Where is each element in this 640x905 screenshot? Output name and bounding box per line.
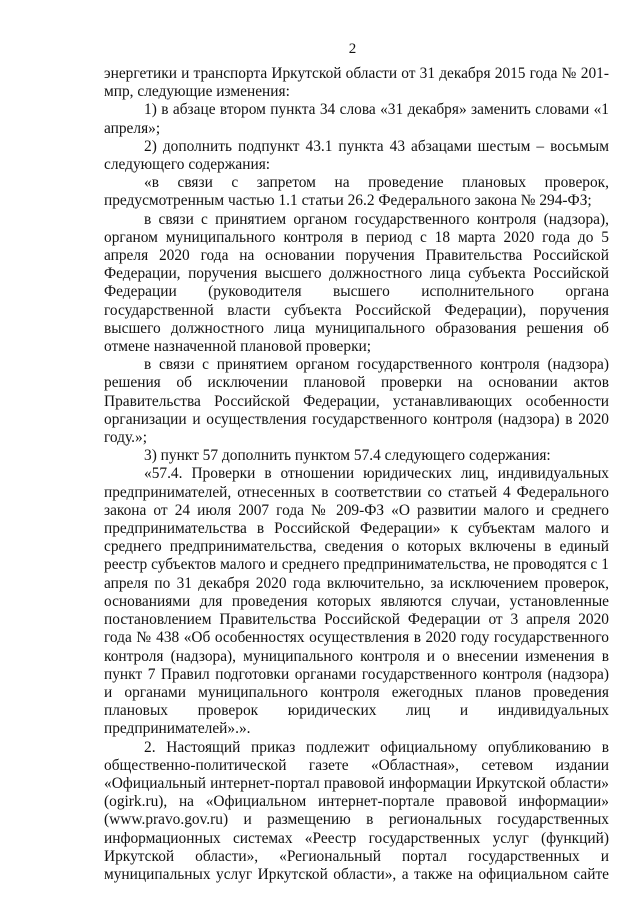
paragraph-continuation: энергетики и транспорта Иркутской области от 31 декабря 2015 года № 201-мпр, следующие изменения: (104, 65, 609, 101)
paragraph-quote-3: в связи с принятием органом государственного контроля (надзора) решения об исключении плановой проверки на основании актов Правительства Российской Федерации, устанавливающих особенности организации и осуществления государственного контроля (надзора) в 2020 году.»; (104, 356, 609, 447)
paragraph-item-2: 2) дополнить подпункт 43.1 пункта 43 абзацами шестым – восьмым следующего содержания: (104, 137, 609, 174)
page-number: 2 (348, 41, 357, 57)
paragraph-item-1: 1) в абзаце втором пункта 34 слова «31 декабря» заменить словами «1 апреля»; (104, 101, 609, 137)
paragraph-quote-2: в связи с принятием органом государственного контроля (надзора), органом муниципального контроля в период с 18 марта 2020 года до 5 апреля 2020 года на основании поручения Правительства Российской Федерации, поручения высшего должностного лица субъекта Российской Федерации (руководителя высшего исполнительного органа государственной власти субъекта Российской Федерации), поручения высшего должностного лица муниципального образования решения об отмене назначенной плановой проверки; (104, 210, 609, 356)
paragraph-quote-57-4: «57.4. Проверки в отношении юридических лиц, индивидуальных предпринимателей, отнесенных в соответствии со статьей 4 Федерального закона от 24 июля 2007 года № 209-ФЗ «О развитии малого и среднего предпринимательства в Российской Федерации» к субъектам малого и среднего предпринимательства, сведения о которых включены в единый реестр субъектов малого и среднего предпринимательства, не проводятся с 1 апреля по 31 декабря 2020 года включительно, за исключением проверок, основаниями для проведения которых являются случаи, установленные постановлением Правительства Российской Федерации от 3 апреля 2020 года № 438 «Об особенностях осуществления в 2020 году государственного контроля (надзора), муниципального контроля и о внесении изменения в пункт 7 Правил подготовки органами государственного контроля (надзора) и органами муниципального контроля ежегодных планов проведения плановых проверок юридических лиц и индивидуальных предпринимателей».». (104, 465, 609, 738)
paragraph-section-2: 2. Настоящий приказ подлежит официальному опубликованию в общественно-политической газете «Областная», сетевом издании «Официальный интернет-портал правовой информации Иркутской области» (ogirk.ru), на «Официальном интернет-портале правовой информации» (www.pravo.gov.ru) и размещению в региональных государственных информационных системах «Реестр государственных услуг (функций) Иркутской области», «Региональный портал государственных и муниципальных услуг Иркутской области», а также на официальном сайте (104, 738, 609, 883)
paragraph-item-3: 3) пункт 57 дополнить пунктом 57.4 следующего содержания: (144, 447, 551, 465)
document-body (104, 65, 609, 884)
paragraph-quote-1: «в связи с запретом на проведение плановых проверок, предусмотренным частью 1.1 статьи 26.2 Федерального закона № 294-ФЗ; (104, 174, 609, 210)
